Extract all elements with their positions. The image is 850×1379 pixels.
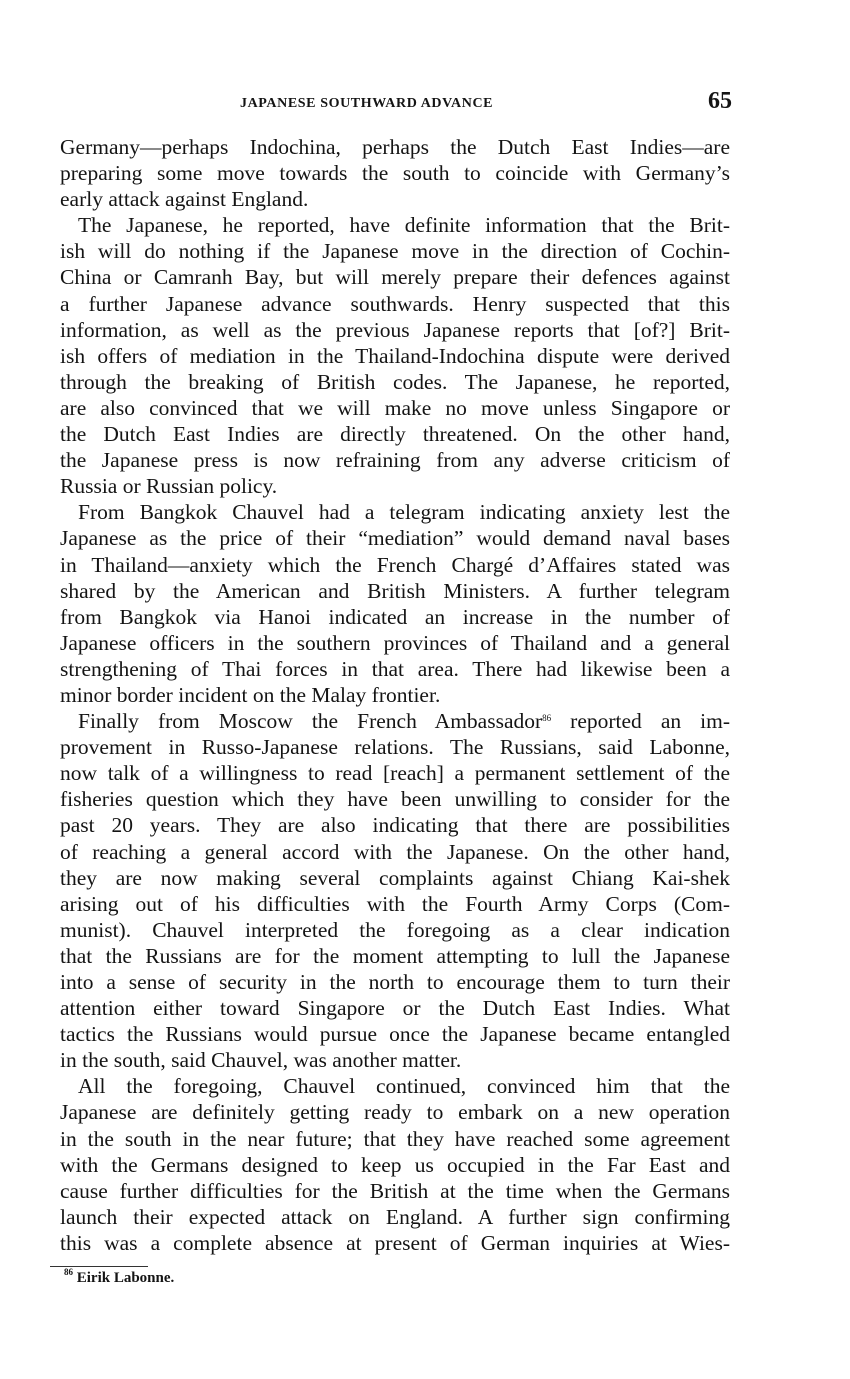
text-line: through the breaking of British codes. The Japanese, he reported, xyxy=(60,369,730,394)
text-line: Germany—perhaps Indochina, perhaps the Dutch East Indies—are xyxy=(60,135,730,159)
text-line: Japanese are definitely getting ready to embark on a new operation xyxy=(60,1100,730,1125)
text-line: attention either toward Singapore or the Dutch East Indies. What xyxy=(60,996,730,1021)
text-line: a further Japanese advance southwards. Henry suspected that this xyxy=(60,291,730,316)
text-line: that the Russians are for the moment attempting to lull the Japanese xyxy=(60,943,730,968)
text-line: early attack against England. xyxy=(60,187,309,212)
text-line: of reaching a general accord with the Japanese. On the other hand, xyxy=(60,839,730,864)
text-line: China or Camranh Bay, but will merely prepare their defences against xyxy=(60,265,730,290)
page-number: 65 xyxy=(708,88,732,114)
footnote-number: 86 xyxy=(64,1267,73,1277)
text-line: past 20 years. They are also indicating that there are possibilities xyxy=(60,813,730,838)
text-line: they are now making several complaints against Chiang Kai-shek xyxy=(60,865,730,890)
text-line: ish offers of mediation in the Thailand-Indochina dispute were derived xyxy=(60,343,730,368)
text-line: now talk of a willingness to read [reach] a permanent settlement of the xyxy=(60,761,730,786)
text-line: into a sense of security in the north to encourage them to turn their xyxy=(60,970,730,994)
text-line: from Bangkok via Hanoi indicated an increase in the number of xyxy=(60,604,730,629)
text-line: arising out of his difficulties with the Fourth Army Corps (Com- xyxy=(60,891,730,916)
text-line: provement in Russo-Japanese relations. The Russians, said Labonne, xyxy=(60,735,730,760)
running-head: JAPANESE SOUTHWARD ADVANCE xyxy=(240,96,494,111)
text-line: minor border incident on the Malay frontier. xyxy=(60,682,441,707)
footnote-text: Eirik Labonne. xyxy=(76,1270,175,1286)
text-run: reported an im- xyxy=(551,709,730,734)
text-line: in the south, said Chauvel, was another matter. xyxy=(60,1048,462,1073)
text-line: tactics the Russians would pursue once the Japanese became entangled xyxy=(60,1022,730,1047)
text-line: From Bangkok Chauvel had a telegram indicating anxiety lest the xyxy=(78,500,730,525)
text-line: ish will do nothing if the Japanese move in the direction of Cochin- xyxy=(60,239,730,264)
footnote-ref: 86 xyxy=(542,713,552,724)
text-line: The Japanese, he reported, have definite information that the Brit- xyxy=(78,213,730,238)
text-line: Russia or Russian policy. xyxy=(60,474,278,499)
text-line: with the Germans designed to keep us occupied in the Far East and xyxy=(60,1152,730,1177)
text-line: in Thailand—anxiety which the French Chargé d’Affaires stated was xyxy=(60,552,730,577)
text-line: are also convinced that we will make no move unless Singapore or xyxy=(60,395,730,420)
body-text xyxy=(60,134,730,1256)
text-line: shared by the American and British Ministers. A further telegram xyxy=(60,578,730,603)
text-run: Finally from Moscow the French Ambassador xyxy=(78,709,543,734)
text-line: cause further difficulties for the British at the time when the Germans xyxy=(60,1178,730,1203)
text-line: the Dutch East Indies are directly threatened. On the other hand, xyxy=(60,422,730,447)
text-line: in the south in the near future; that they have reached some agreement xyxy=(60,1126,730,1151)
text-line: this was a complete absence at present of German inquiries at Wies- xyxy=(60,1230,730,1255)
text-line: information, as well as the previous Japanese reports that [of?] Brit- xyxy=(60,317,730,342)
text-line: Japanese officers in the southern provinces of Thailand and a general xyxy=(60,630,730,655)
text-line: fisheries question which they have been unwilling to consider for the xyxy=(60,787,730,812)
text-line: strengthening of Thai forces in that area. There had likewise been a xyxy=(60,656,730,681)
text-line xyxy=(60,708,730,734)
text-line: preparing some move towards the south to coincide with Germany’s xyxy=(60,161,730,186)
text-line: the Japanese press is now refraining from any adverse criticism of xyxy=(60,448,730,473)
text-line: All the foregoing, Chauvel continued, convinced him that the xyxy=(78,1074,730,1099)
text-line: launch their expected attack on England. A further sign confirming xyxy=(60,1204,730,1229)
footnote xyxy=(64,1267,175,1287)
text-line: Japanese as the price of their “mediation” would demand naval bases xyxy=(60,526,730,551)
text-line: munist). Chauvel interpreted the foregoing as a clear indication xyxy=(60,917,730,942)
